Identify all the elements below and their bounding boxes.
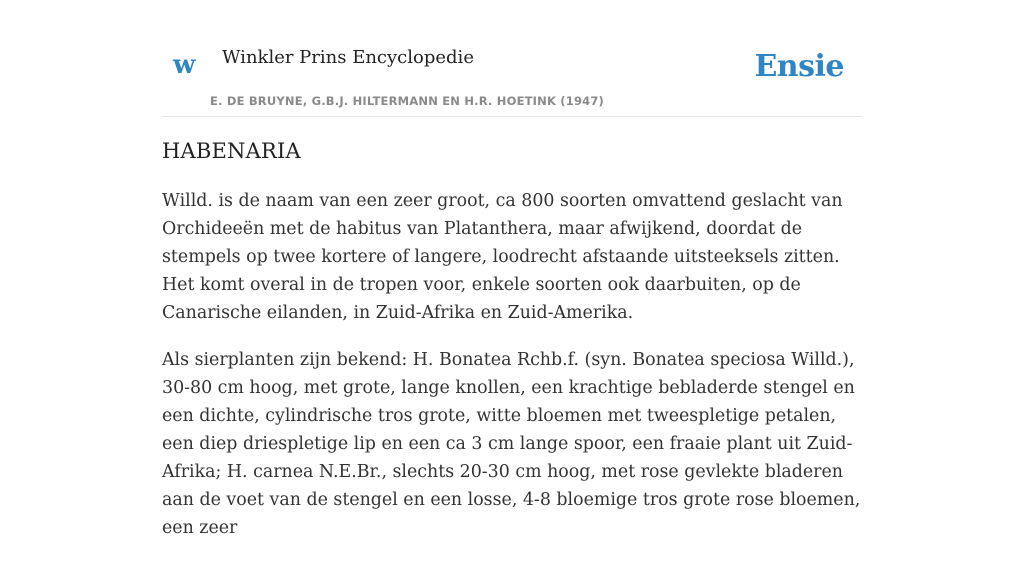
article-paragraph: Als sierplanten zijn bekend: H. Bonatea Rchb.f. (syn. Bonatea speciosa Willd.), 30-80 cm hoog, met grote, lange knollen, een krachtige bebladerde stengel en een dichte, cylindrische tros grote, witte bloemen met tweespletige petalen, een diep driespletige lip en een ca 3 cm lange spoor, een fraaie plant uit Zuid-Afrika; H. carnea N.E.Br., slechts 20-30 cm hoog, met rose gevlekte bladeren aan de voet van de stengel en een losse, 4-8 bloemige tros grote rose bloemen, een zeer <box>162 350 861 539</box>
ensie-logo-link[interactable]: Ensie <box>754 49 844 84</box>
winkler-prins-logo[interactable]: w <box>173 50 196 80</box>
article-headword: HABENARIA <box>162 139 301 163</box>
source-title[interactable]: Winkler Prins Encyclopedie <box>222 47 474 68</box>
site-header <box>162 0 862 117</box>
article-paragraph: Willd. is de naam van een zeer groot, ca 800 soorten omvattend geslacht van Orchideeën met de habitus van Platanthera, maar afwijkend, doordat de stempels op twee kortere of langere, loodrecht afstaande uitsteeksels zitten. Het komt overal in de tropen voor, enkele soorten ook daarbuiten, op de Canarische eilanden, in Zuid-Afrika en Zuid-Amerika. <box>162 191 843 324</box>
article <box>162 138 862 561</box>
source-authors: E. DE BRUYNE, G.B.J. HILTERMANN EN H.R. HOETINK (1947) <box>210 94 605 108</box>
